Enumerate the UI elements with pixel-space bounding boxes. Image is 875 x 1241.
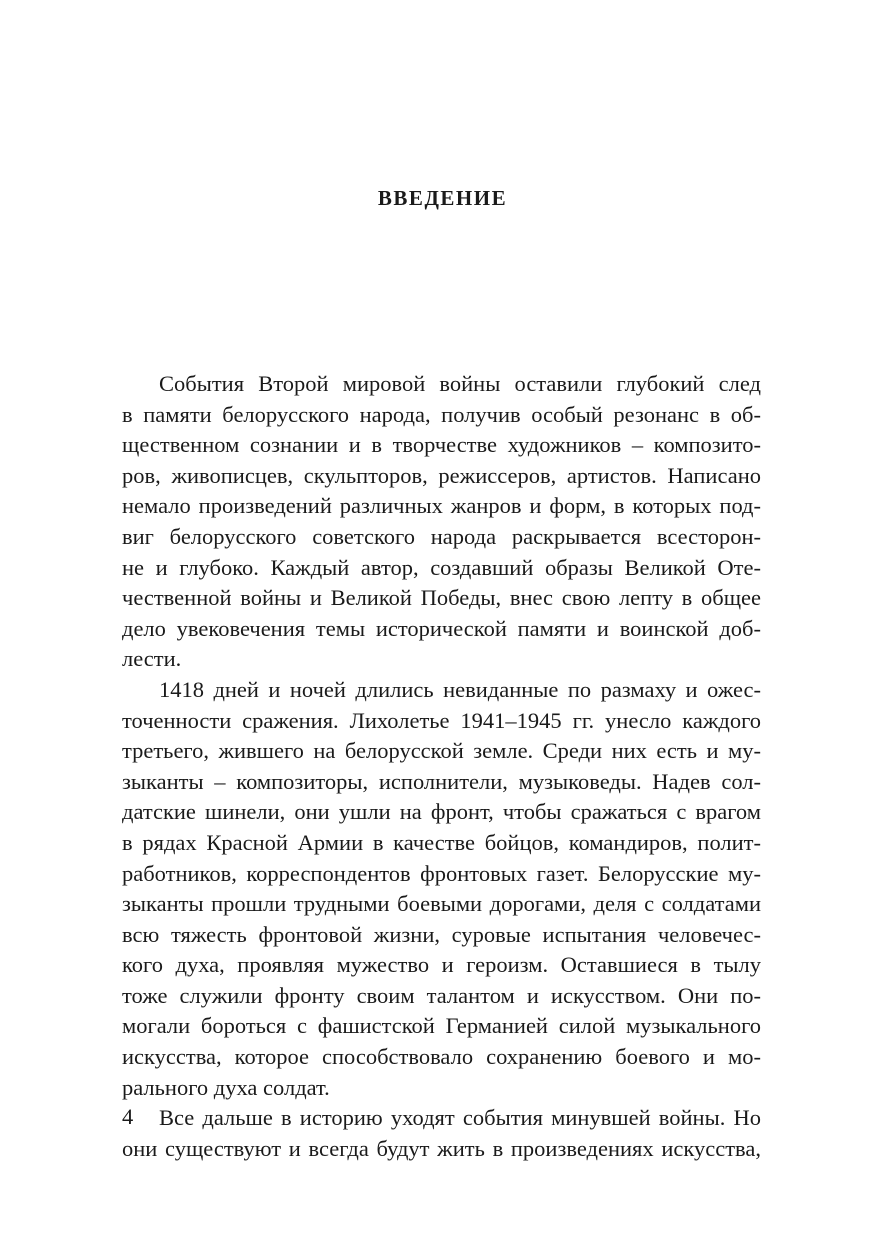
text-line-23: искусства, которое способствовало сохранению боевого и мо- [122,1044,761,1070]
text-line-8: чественной войны и Великой Победы, внес свою лепту в общее [122,585,761,611]
text-line-5: немало произведений различных жанров и форм, в которых под- [122,493,761,519]
text-line-1: События Второй мировой войны оставили глубокий след [159,371,761,396]
text-line-11: 1418 дней и ночей длились невиданные по размаху и ожес- [159,676,761,702]
text-line-15: датские шинели, они ушли на фронт, чтобы сражаться с врагом [122,799,761,825]
text-line-13: третьего, жившего на белорусской земле. Среди них есть и му- [122,738,761,764]
text-line-16: в рядах Красной Армии в качестве бойцов, командиров, полит- [122,829,761,855]
text-line-17: работников, корреспондентов фронтовых газет. Белорусские му- [122,860,761,886]
text-line-14: зыканты – композиторы, исполнители, музыковеды. Надев сол- [122,768,761,794]
text-line-3: щественном сознании и в творчестве художников – композито- [122,432,761,458]
text-line-24: рального духа солдат. [122,1074,330,1100]
chapter-heading: ВВЕДЕНИЕ [377,186,508,210]
text-line-2: в памяти белорусского народа, получив особый резонанс в об- [122,401,761,427]
text-line-18: зыканты прошли трудными боевыми дорогами, деля с солдатами [122,891,761,917]
text-line-25: Все дальше в историю уходят события минувшей войны. Но [159,1105,761,1131]
text-line-12: точенности сражения. Лихолетье 1941–1945 гг. унесло каждого [122,707,761,733]
body-text [122,369,761,1164]
text-line-10: лести. [122,646,182,672]
page-number: 4 [122,1104,134,1129]
text-line-4: ров, живописцев, скульпторов, режиссеров, артистов. Написано [122,462,761,488]
text-line-7: не и глубоко. Каждый автор, создавший образы Великой Оте- [122,554,761,580]
text-line-6: виг белорусского советского народа раскрывается всесторон- [122,523,761,549]
text-line-26: они существуют и всегда будут жить в произведениях искусства, [122,1135,761,1161]
text-line-20: кого духа, проявляя мужество и героизм. Оставшиеся в тылу [122,952,761,978]
text-line-19: всю тяжесть фронтовой жизни, суровые испытания человечес- [122,921,761,947]
text-line-22: могали бороться с фашистской Германией силой музыкального [122,1013,761,1039]
text-line-21: тоже служили фронту своим талантом и искусством. Они по- [122,982,761,1008]
text-line-9: дело увековечения темы исторической памяти и воинской доб- [122,615,761,641]
